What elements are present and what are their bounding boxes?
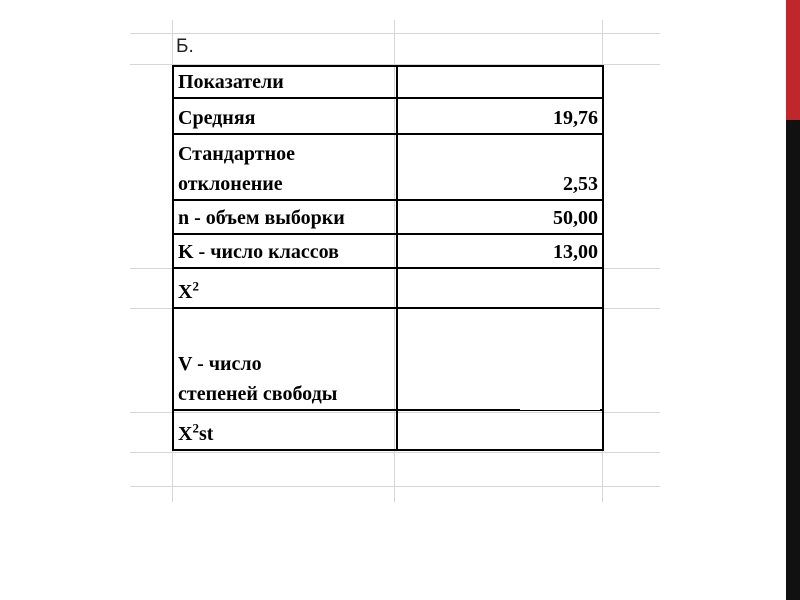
side-accent-dark <box>786 120 800 600</box>
whiteout-patch <box>520 386 600 410</box>
formula-base: X <box>178 423 193 445</box>
gridline <box>130 486 660 487</box>
formula-suffix: st <box>198 423 214 445</box>
row-value <box>397 268 603 308</box>
gridline <box>130 33 660 34</box>
row-label <box>173 268 397 308</box>
row-value <box>397 410 603 450</box>
row-label: K - число классов <box>173 234 397 268</box>
table-row <box>173 98 603 134</box>
formula-exponent: 2 <box>192 420 199 436</box>
row-label-line: V - число <box>178 353 262 375</box>
row-label-line: отклонение <box>178 173 283 195</box>
header-cell: Показатели <box>173 66 397 98</box>
row-label <box>173 134 397 200</box>
table-row <box>173 410 603 450</box>
table-row <box>173 268 603 308</box>
row-label: Средняя <box>173 98 397 134</box>
header-value-cell <box>397 66 603 98</box>
table-row <box>173 234 603 268</box>
table-row <box>173 200 603 234</box>
row-label-line: степеней свободы <box>178 383 338 405</box>
row-value: 2,53 <box>397 134 603 200</box>
table-header-row <box>173 66 603 98</box>
formula-base: X <box>178 281 193 303</box>
row-value: 19,76 <box>397 98 603 134</box>
row-value: 13,00 <box>397 234 603 268</box>
row-label: n - объем выборки <box>173 200 397 234</box>
row-label <box>173 410 397 450</box>
row-value: 50,00 <box>397 200 603 234</box>
table-row <box>173 134 603 200</box>
row-label-line: Стандартное <box>178 143 295 165</box>
side-accent-red <box>786 0 800 120</box>
formula-exponent: 2 <box>192 278 199 294</box>
sheet-caption: Б. <box>176 36 194 57</box>
row-label <box>173 308 397 410</box>
gridline <box>130 452 660 453</box>
